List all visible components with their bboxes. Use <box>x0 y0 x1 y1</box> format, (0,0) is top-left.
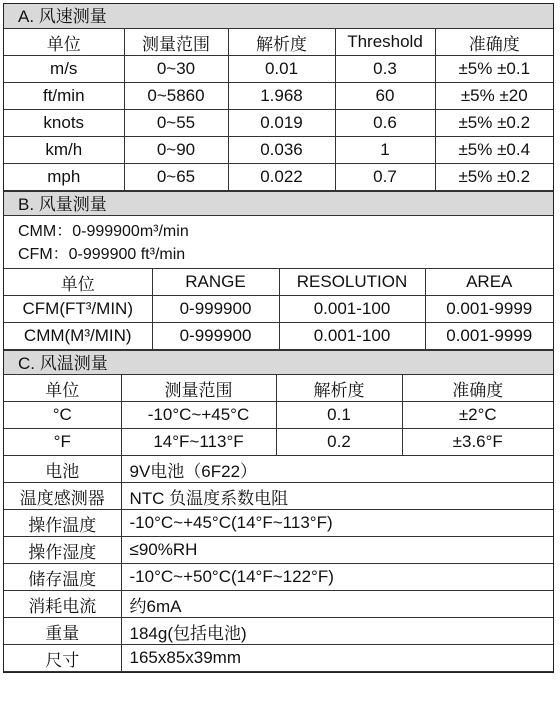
unit-cell: m/s <box>4 56 124 83</box>
header-cell: 准确度 <box>435 29 553 56</box>
spec-value: -10°C~+45°C(14°F~113°F) <box>121 510 553 537</box>
range-cell: -10°C~+45°C <box>121 402 276 429</box>
cfm-range-text: CFM：0-999900 ft³/min <box>18 246 186 263</box>
spec-value: NTC 负温度系数电阻 <box>121 483 553 510</box>
table-row <box>4 83 553 110</box>
speed-table <box>4 29 553 191</box>
accuracy-cell: ±5% ±0.1 <box>435 56 553 83</box>
spec-row <box>4 537 553 564</box>
unit-cell: knots <box>4 110 124 137</box>
header-cell: 单位 <box>4 29 124 56</box>
accuracy-cell: ±2°C <box>402 402 553 429</box>
accuracy-cell: ±5% ±0.2 <box>435 164 553 191</box>
table-row <box>4 296 553 323</box>
resolution-cell: 1.968 <box>228 83 335 110</box>
spec-label: 操作温度 <box>4 510 121 537</box>
header-cell: RANGE <box>152 269 279 296</box>
resolution-cell: 0.001-100 <box>279 296 425 323</box>
spec-row <box>4 618 553 645</box>
header-cell: 解析度 <box>276 375 402 402</box>
spec-value: 165x85x39mm <box>121 645 553 672</box>
range-cell: 14°F~113°F <box>121 429 276 456</box>
unit-cell: mph <box>4 164 124 191</box>
threshold-cell: 0.6 <box>335 110 435 137</box>
cmm-range-text: CMM：0-999900m³/min <box>18 223 189 240</box>
table-row <box>4 323 553 350</box>
resolution-cell: 0.022 <box>228 164 335 191</box>
table-row <box>4 110 553 137</box>
spec-label: 操作湿度 <box>4 537 121 564</box>
header-cell: 测量范围 <box>124 29 228 56</box>
spec-sheet <box>3 3 554 673</box>
threshold-cell: 1 <box>335 137 435 164</box>
header-cell: Threshold <box>335 29 435 56</box>
airflow-range-lines <box>4 216 553 269</box>
header-cell: 单位 <box>4 375 121 402</box>
spec-row <box>4 456 553 483</box>
resolution-cell: 0.019 <box>228 110 335 137</box>
accuracy-cell: ±5% ±0.2 <box>435 110 553 137</box>
temp-table <box>4 375 553 456</box>
spec-value: 9V电池（6F22） <box>121 456 553 483</box>
range-cell: 0~55 <box>124 110 228 137</box>
section-a-title: A. 风速测量 <box>4 4 553 29</box>
resolution-cell: 0.2 <box>276 429 402 456</box>
range-cell: 0~65 <box>124 164 228 191</box>
spec-row <box>4 645 553 672</box>
range-cell: 0~30 <box>124 56 228 83</box>
flow-table <box>4 269 553 350</box>
accuracy-cell: ±3.6°F <box>402 429 553 456</box>
spec-value: 约6mA <box>121 591 553 618</box>
range-cell: 0-999900 <box>152 296 279 323</box>
spec-row <box>4 564 553 591</box>
spec-value: ≤90%RH <box>121 537 553 564</box>
unit-cell: °F <box>4 429 121 456</box>
spec-label: 重量 <box>4 618 121 645</box>
range-cell: 0~90 <box>124 137 228 164</box>
unit-cell: CMM(M³/MIN) <box>4 323 152 350</box>
threshold-cell: 0.7 <box>335 164 435 191</box>
section-b-title: B. 风量测量 <box>4 191 553 216</box>
header-cell: AREA <box>425 269 553 296</box>
table-row <box>4 429 553 456</box>
general-spec-table <box>4 456 553 672</box>
range-cell: 0-999900 <box>152 323 279 350</box>
table-row <box>4 164 553 191</box>
unit-cell: km/h <box>4 137 124 164</box>
unit-cell: CFM(FT³/MIN) <box>4 296 152 323</box>
spec-value: -10°C~+50°C(14°F~122°F) <box>121 564 553 591</box>
header-cell: RESOLUTION <box>279 269 425 296</box>
spec-row <box>4 510 553 537</box>
area-cell: 0.001-9999 <box>425 323 553 350</box>
accuracy-cell: ±5% ±20 <box>435 83 553 110</box>
table-row <box>4 56 553 83</box>
resolution-cell: 0.036 <box>228 137 335 164</box>
spec-label: 储存温度 <box>4 564 121 591</box>
table-header-row <box>4 29 553 56</box>
unit-cell: °C <box>4 402 121 429</box>
spec-row <box>4 591 553 618</box>
accuracy-cell: ±5% ±0.4 <box>435 137 553 164</box>
header-cell: 单位 <box>4 269 152 296</box>
spec-label: 消耗电流 <box>4 591 121 618</box>
range-cell: 0~5860 <box>124 83 228 110</box>
area-cell: 0.001-9999 <box>425 296 553 323</box>
spec-label: 电池 <box>4 456 121 483</box>
resolution-cell: 0.1 <box>276 402 402 429</box>
unit-cell: ft/min <box>4 83 124 110</box>
table-row <box>4 137 553 164</box>
spec-value: 184g(包括电池) <box>121 618 553 645</box>
resolution-cell: 0.001-100 <box>279 323 425 350</box>
spec-label: 温度感测器 <box>4 483 121 510</box>
resolution-cell: 0.01 <box>228 56 335 83</box>
header-cell: 准确度 <box>402 375 553 402</box>
threshold-cell: 0.3 <box>335 56 435 83</box>
section-c-title: C. 风温测量 <box>4 350 553 375</box>
header-cell: 测量范围 <box>121 375 276 402</box>
spec-row <box>4 483 553 510</box>
table-header-row <box>4 375 553 402</box>
table-row <box>4 402 553 429</box>
header-cell: 解析度 <box>228 29 335 56</box>
threshold-cell: 60 <box>335 83 435 110</box>
table-header-row <box>4 269 553 296</box>
spec-label: 尺寸 <box>4 645 121 672</box>
